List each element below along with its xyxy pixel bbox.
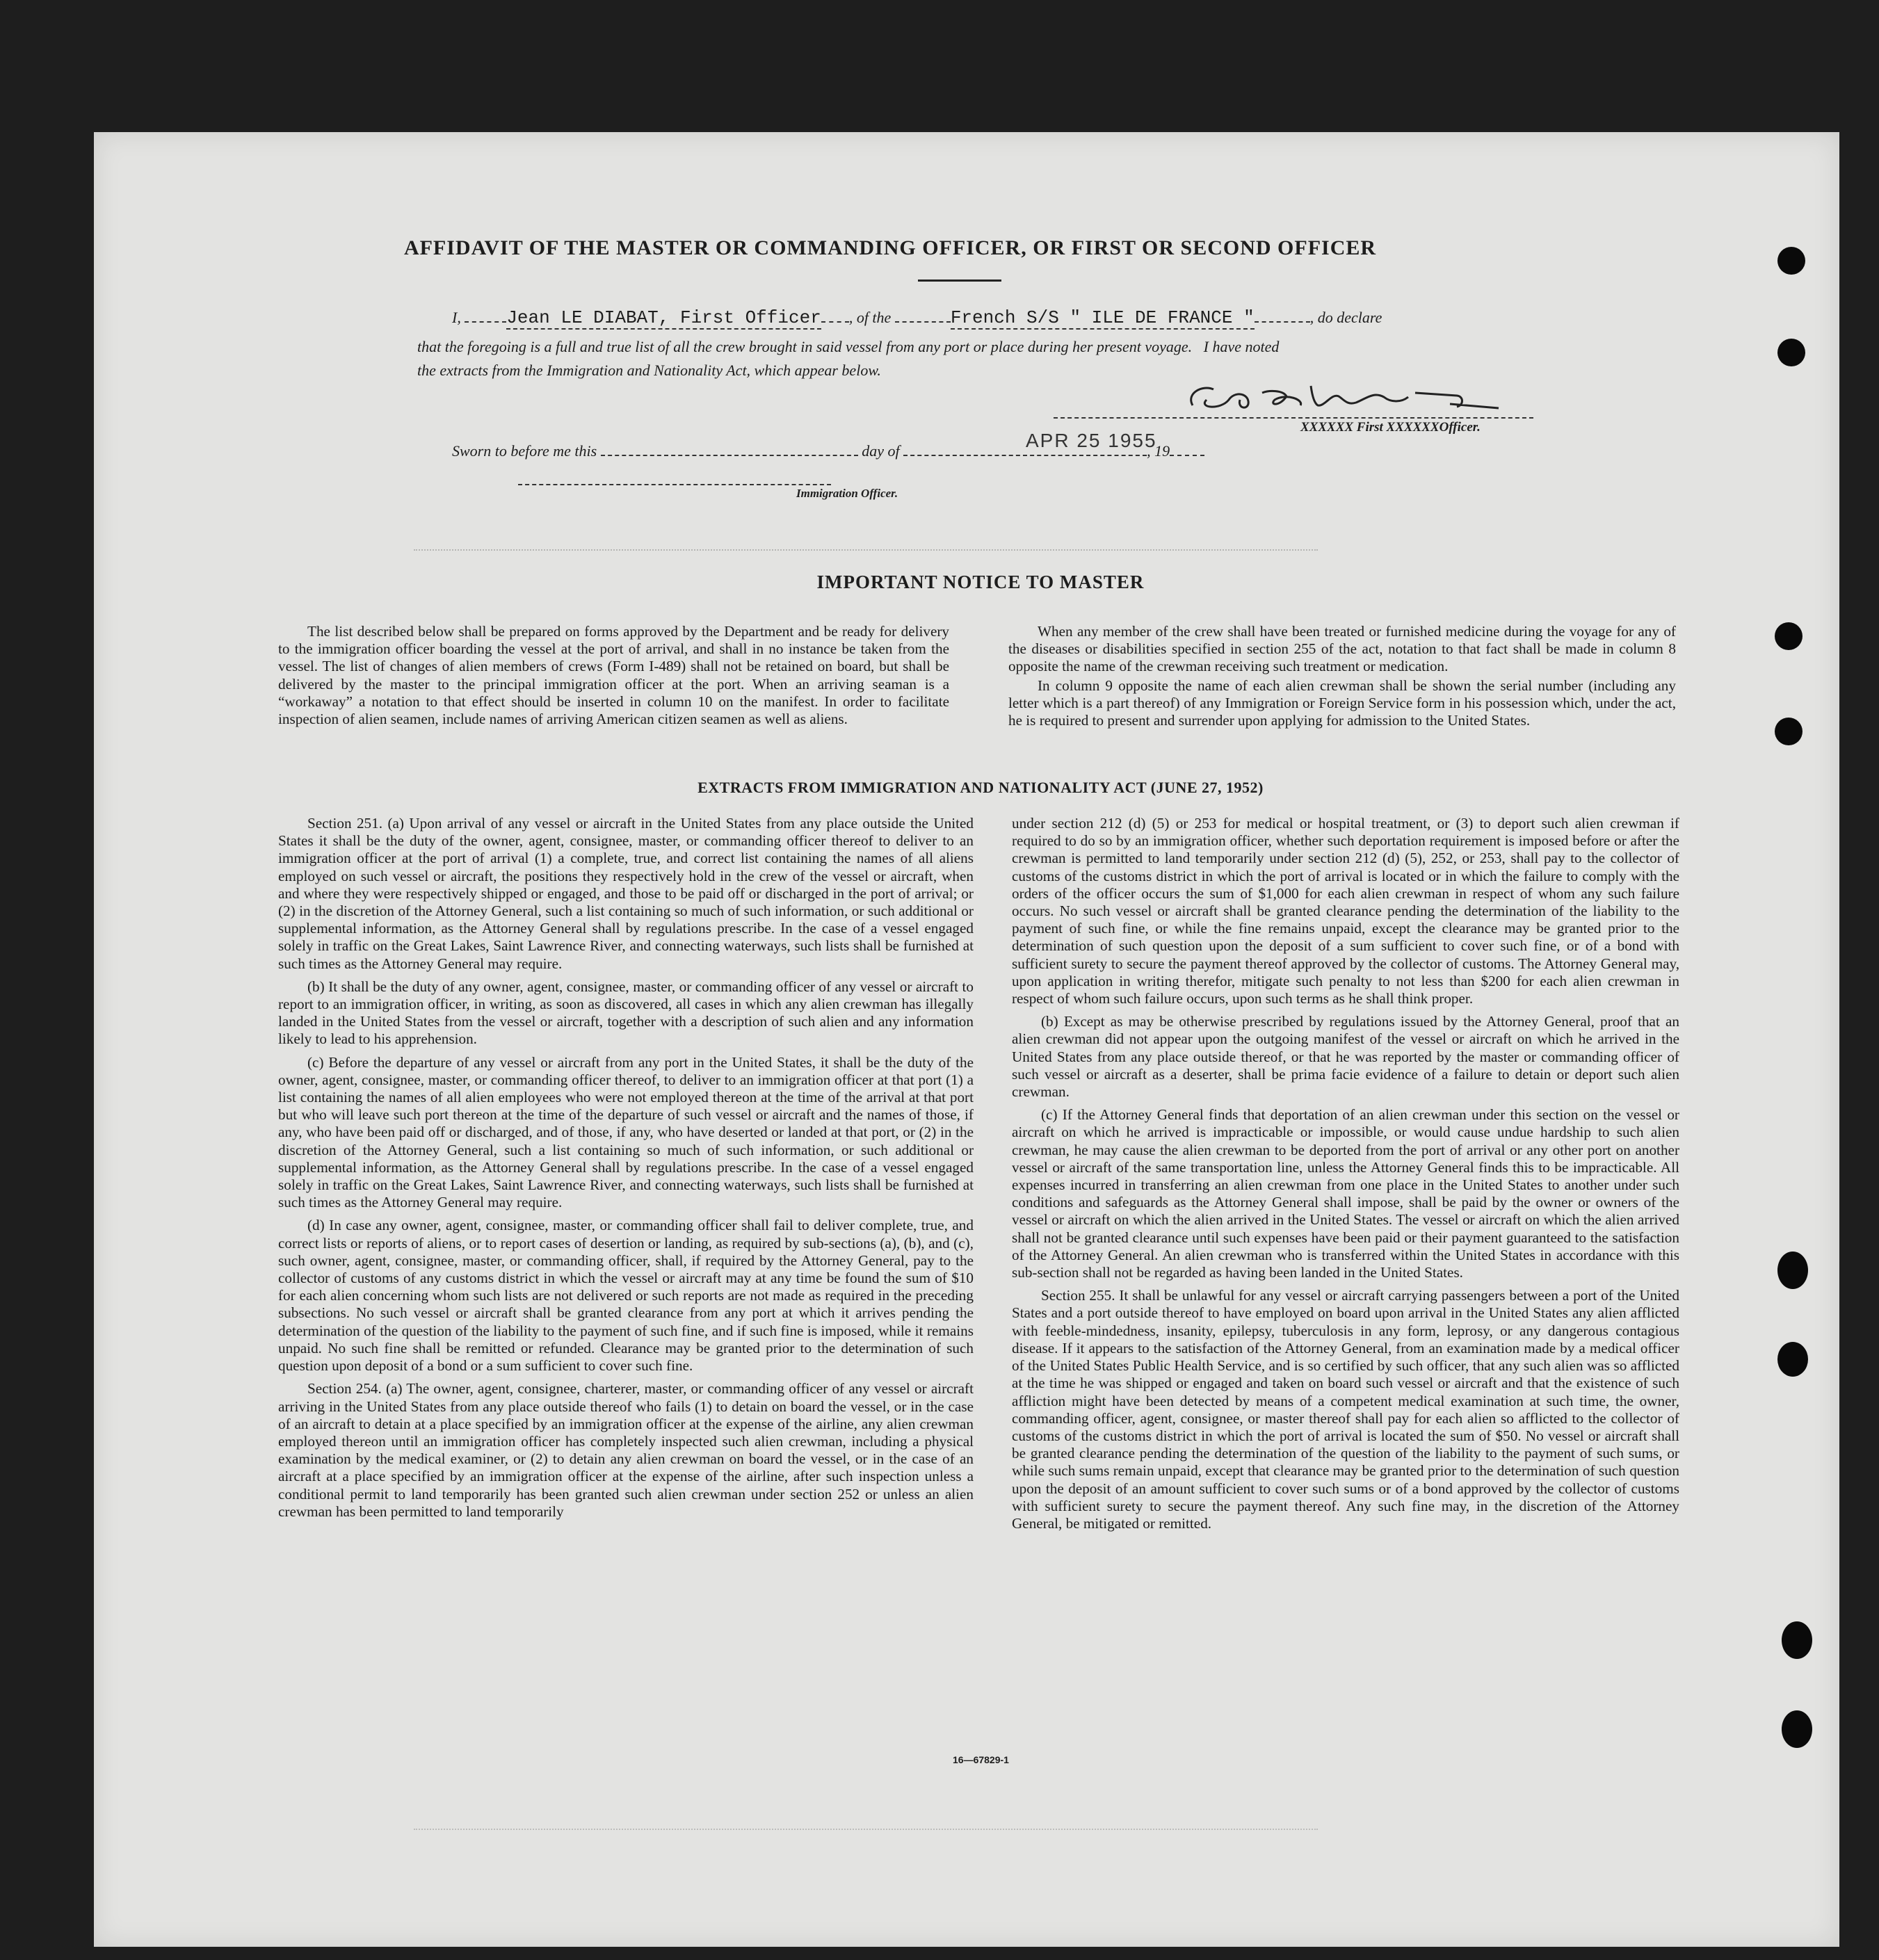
blank-dots (821, 305, 849, 323)
document-page (94, 132, 1839, 1947)
extract-left-paragraph: Section 251. (a) Upon arrival of any vessel or aircraft in the United States from any place outside the United States it shall be the duty of the owner, agent, consignee, master, or commanding officer thereof to deliver to an immigration officer at the port of arrival (1) a complete, true, and correct list containing the names of all aliens employed on such vessel or aircraft, the positions they respectively hold in the crew of the vessel or aircraft, when and where they were respectively shipped or engaged, and those to be paid off or discharged in the port of arrival; or (2) in the discretion of the Attorney General, such a list containing so much of such information, or such additional or supplemental information, as the Attorney General shall by regulations prescribe. In the case of a vessel engaged solely in traffic on the Great Lakes, Saint Lawrence River, and connecting waterways, such lists shall be furnished at such times as the Attorney General may require. (278, 815, 974, 972)
extract-right-paragraph: (c) If the Attorney General finds that deportation of an alien crewman under this section on the vessel or aircraft on which he arrived is impracticable or impossible, or would cause undue hardship to such alien crewman, he may cause the alien crewman to be deported from the port of arrival or any other port on another vessel or aircraft of the same transportation line, unless the Attorney General finds this to be impracticable. All expenses incurred in transferring an alien crewman from one place in the United States to another under such conditions and safeguards as the Attorney General shall impose, shall be paid by the owner or owners of the vessel or aircraft on which the alien arrived in the United States. The vessel or aircraft on which the alien arrived shall not be granted clearance until such expenses have been paid or their payment guaranteed to the satisfaction of the Attorney General. An alien crewman who is transferred within the United States in accordance with this sub-section shall not be regarded as having been landed in the United States. (1012, 1106, 1679, 1281)
do-declare-label: , do declare (1309, 309, 1382, 326)
sworn-line (452, 438, 1495, 463)
sworn-label: Sworn to before me this (452, 442, 597, 460)
blank-dots (895, 305, 951, 323)
extracts-left (278, 815, 974, 1526)
notice-left (278, 623, 949, 734)
day-of-label: day of (862, 442, 900, 460)
year-label: , 19 (1147, 442, 1170, 460)
notice-left-text: The list described below shall be prepared on forms approved by the Department and be ready for delivery to the immigration officer boarding the vessel at the port of arrival, and shall in no instance be taken from the vessel. The list of changes of alien members of crews (Form I-489) shall not be retained on board, but shall be delivered by the master to the principal immigration officer at the port. When an arriving seaman is a “workaway” a notation to that effect should be inserted in column 10 on the manifest. In order to facilitate inspection of alien seamen, include names of arriving American citizen seamen as well as aliens. (278, 623, 949, 728)
punch-hole (1777, 1342, 1808, 1377)
extract-right-paragraph: Section 255. It shall be unlawful for any vessel or aircraft carrying passengers between a port of the United States and a port outside thereof to have employed on board upon arrival in the United States any alien afflicted with feeble-mindedness, insanity, epilepsy, tuberculosis in any form, leprosy, or any dangerous contagious disease. If it appears to the satisfaction of the Attorney General, from an examination made by a medical officer of the United States Public Health Service, and is so certified by such officer, that any such alien was so afflicted at the time he was shipped or engaged and taken on board such vessel or aircraft and that the existence of such affliction might have been detected by means of a competent medical examination at such time, the owner, commanding officer, agent, consignee, or master thereof shall pay for each alien so afflicted to the collector of customs of the customs district in which the port of arrival is located the sum of $50. No vessel or aircraft shall be granted clearance pending the determination of the question of the liability to the payment of such sums, or while such sums remain unpaid, except that clearance may be granted prior to the determination of such question upon the deposit of an amount sufficient to cover such sums or of a bond approved by the collector of customs with sufficient surety to secure the payment thereof. Any such fine may, in the discretion of the Attorney General, be mitigated or remitted. (1012, 1287, 1679, 1532)
punch-hole (1775, 622, 1803, 650)
blank-dots (1255, 305, 1310, 323)
blank-dots (1170, 438, 1204, 456)
punch-hole (1782, 1710, 1812, 1748)
signature-line (1054, 417, 1533, 419)
officer-signature (1165, 372, 1617, 421)
notice-right-p2: In column 9 opposite the name of each alien crewman shall be shown the serial number (including any letter which is a part thereof) of any Immigration or Foreign Service form in his possession which, under the act, he is required to present and surrender upon applying for admission to the United States. (1008, 677, 1676, 729)
extract-left-paragraph: Section 254. (a) The owner, agent, consignee, charterer, master, or commanding officer of any vessel or aircraft arriving in the United States from any place outside thereof who fails (1) to detain on board the vessel, or in the case of an aircraft to detain at a place specified by an immigration officer at the expense of the airline, any alien crewman employed thereon until an immigration officer has completely inspected such alien crewman, including a physical examination by the medical examiner, or (2) to detain any alien crewman on board the vessel, or in the case of an aircraft at a place specified by an immigration officer at the expense of the airline, after such inspection unless a conditional permit to land temporarily has been granted such alien crewman under section 252 or unless an alien crewman has been permitted to land temporarily (278, 1380, 974, 1520)
bleed-through-marks (414, 549, 1318, 565)
statement-line-2: the extracts from the Immigration and Nationality Act, which appear below. (417, 362, 881, 379)
officer-name: Jean LE DIABAT, First Officer (506, 307, 821, 328)
extracts-right (1012, 815, 1679, 1538)
date-stamp: APR 25 1955 (1026, 430, 1157, 451)
statement-line-1: that the foregoing is a full and true list of all the crew brought in said vessel from any port or place during her present voyage. I have noted (417, 338, 1280, 355)
blank-dots (601, 438, 858, 456)
immigration-officer-label: Immigration Officer. (796, 487, 898, 500)
extract-right-paragraph: under section 212 (d) (5) or 253 for medical or hospital treatment, or (3) to deport such alien crewman if required to do so by an immigration officer, whether such deportation requirement is imposed before or after the crewman is permitted to land temporarily under section 212 (d) (5), 252, or 253, shall pay to the collector of customs of the customs district in which the port of arrival is located or in which the failure to comply with the orders of the officer occurs the sum of $1,000 for each alien crewman in respect of whom any such failure occurs. No such vessel or aircraft shall be granted clearance pending the determination of the liability to the payment of such fine, or while the fine remains unpaid, except the clearance may be granted prior to the determination of such question upon the deposit of a sum sufficient to cover such fine, or of a bond with sufficient surety to secure the payment thereof approved by the collector of customs. The Attorney General may, upon application in writing therefor, mitigate such penalty to not less than $200 for each alien crewman in respect of whom such failure occurs, upon such terms as he shall think proper. (1012, 815, 1679, 1007)
immigration-officer-line (518, 484, 831, 485)
extract-left-paragraph: (d) In case any owner, agent, consignee, master, or commanding officer shall fail to deliver complete, true, and correct lists or reports of aliens, or to report cases of desertion or landing, as required by sub-sections (a), (b), and (c), such owner, agent, consignee, master, or commanding officer, shall, if required by the Attorney General, pay to the collector of customs of any customs district in which the vessel or aircraft may at any time be found the sum of $10 for each alien concerning whom such lists are not delivered or such reports are not made as required in the preceding subsections. No such vessel or aircraft shall be granted clearance from any port at which it arrives pending the determination of the question of the liability to the payment of such fine, and if such fine is imposed, while it remains unpaid. No such fine shall be remitted or refunded. Clearance may be granted prior to the determination of such question upon deposit of a bond or a sum sufficient to cover such fine. (278, 1217, 974, 1375)
i-label: I, (452, 309, 461, 326)
affidavit-title: AFFIDAVIT OF THE MASTER OR COMMANDING OFFICER, OR FIRST OR SECOND OFFICER (403, 236, 1377, 259)
punch-hole (1782, 1621, 1812, 1659)
extract-right-paragraph: (b) Except as may be otherwise prescribed by regulations issued by the Attorney General, proof that an alien crewman did not appear upon the outgoing manifest of the vessel or aircraft on which he arrived in the United States from any place outside thereof, or that he was reported by the master or commanding officer of such vessel or aircraft as a deserter, shall be prima facie evidence of a failure to detain or deport such alien crewman. (1012, 1013, 1679, 1101)
signature-role: XXXXXX First XXXXXXOfficer. (1300, 420, 1481, 435)
form-number: 16—67829-1 (953, 1754, 1009, 1765)
declaration-line (452, 305, 1634, 330)
extracts-heading: EXTRACTS FROM IMMIGRATION AND NATIONALITY ACT (JUNE 27, 1952) (697, 779, 1264, 796)
extract-left-paragraph: (c) Before the departure of any vessel or aircraft from any port in the United States, it shall be the duty of the owner, agent, consignee, master, or commanding officer thereof, to deliver to an immigration officer at that port (1) a list containing the names of all alien employees who were not employed thereon at the time of the arrival at that port but who will leave such port thereon at the time of the departure of such vessel or aircraft and the names of those, if any, who have been paid off or discharged, and of those, if any, who have deserted or landed at that port, or (2) in the discretion of the Attorney General, such a list containing so much of such information, or such additional or supplemental information, as the Attorney General shall by regulations prescribe. In the case of a vessel engaged solely in traffic on the Great Lakes, Saint Lawrence River, and connecting waterways, such lists shall be furnished at such times as the Attorney General may require. (278, 1053, 974, 1211)
punch-hole (1777, 1252, 1808, 1289)
extract-left-paragraph: (b) It shall be the duty of any owner, agent, consignee, master, or commanding officer of any vessel or aircraft to report to an immigration officer, in writing, as soon as discovered, all cases in which any alien crewman has illegally landed in the United States from the vessel or aircraft, together with a description of such alien and any information likely to lead to his apprehension. (278, 978, 974, 1048)
punch-hole (1777, 339, 1805, 366)
punch-hole (1775, 718, 1803, 745)
of-the-label: , of the (848, 309, 892, 326)
notice-right (1008, 623, 1676, 735)
punch-hole (1777, 247, 1805, 275)
notice-right-p1: When any member of the crew shall have been treated or furnished medicine during the voyage for any of the diseases or disabilities specified in section 255 of the act, notation to that fact shall be made in column 8 opposite the name of the crewman receiving such treatment or medication. (1008, 623, 1676, 675)
bleed-through-marks (414, 1829, 1318, 1844)
notice-heading: IMPORTANT NOTICE TO MASTER (816, 572, 1145, 592)
vessel-name: French S/S " ILE DE FRANCE " (950, 307, 1255, 328)
title-rule (918, 280, 1001, 282)
blank-dots (465, 305, 506, 323)
